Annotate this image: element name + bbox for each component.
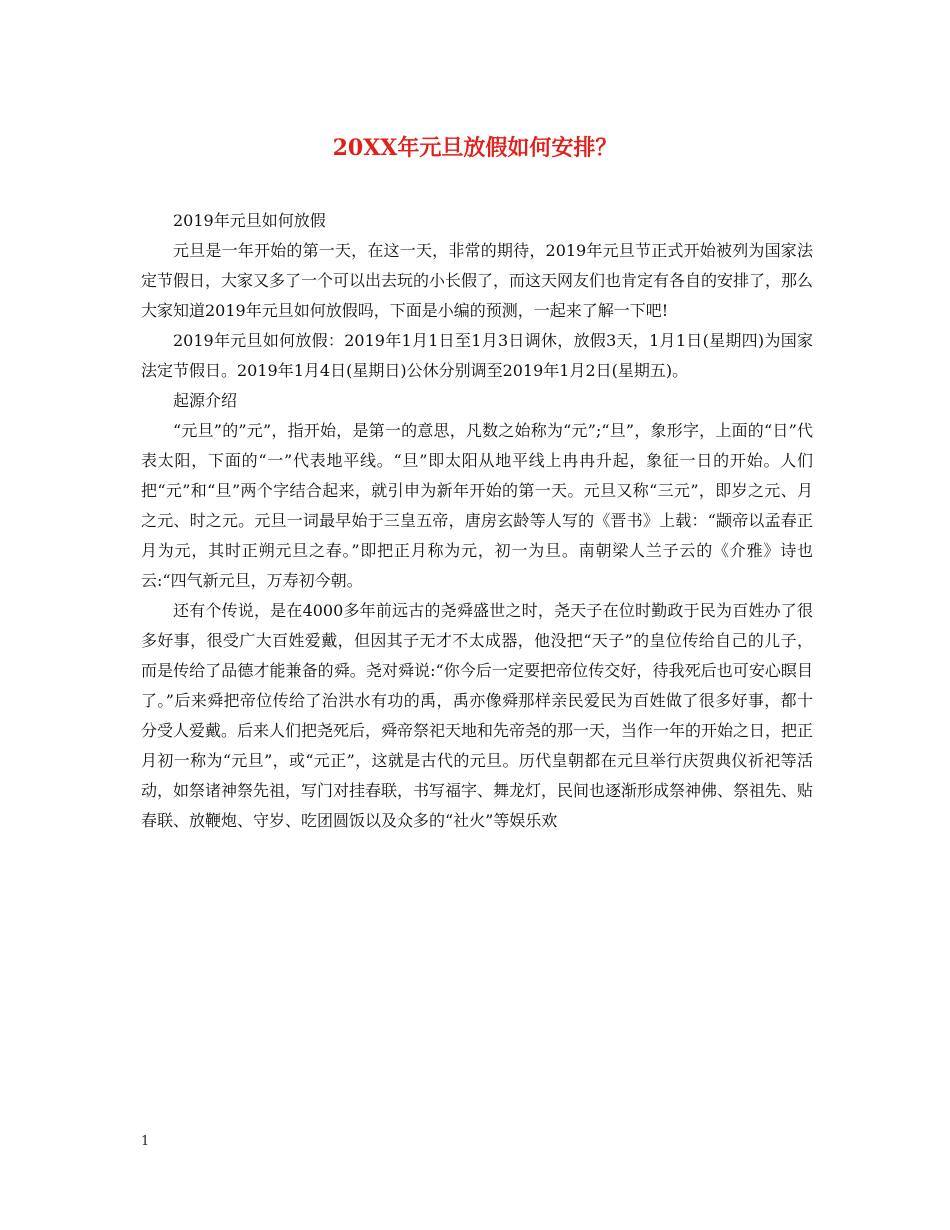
body-paragraph: 起源介绍 xyxy=(173,391,238,410)
body-paragraph: 元旦是一年开始的第一天，在这一天，非常的期待，2019年元旦节正式开始被列为国家法定节假日，大家又多了一个可以出去玩的小长假了，而这天网友们也肯定有各自的安排了，那么大家知道2019年元旦如何放假吗，下面是小编的预测，一起来了解一下吧! xyxy=(141,241,814,320)
body-paragraph: “元旦”的”元”，指开始，是第一的意思，凡数之始称为“元”;“旦”，象形字，上面的“日”代表太阳，下面的“一”代表地平线。“旦”即太阳从地平线上冉冉升起，象征一日的开始。人们把“元”和“旦”两个字结合起来，就引申为新年开始的第一天。元旦又称“三元”，即岁之元、月之元、时之元。元旦一词最早始于三皇五帝，唐房玄龄等人写的《晋书》上载：“颛帝以孟春正月为元，其时正朔元旦之春。”即把正月称为元，初一为旦。南朝梁人兰子云的《介雅》诗也云:“四气新元旦，万寿初今朝。 xyxy=(141,421,813,590)
document-title: 20XX年元旦放假如何安排？ xyxy=(332,135,618,161)
body-paragraph: 2019年元旦如何放假：2019年1月1日至1月3日调休，放假3天，1月1日(星期四)为国家法定节假日。2019年1月4日(星期日)公休分别调至2019年1月2日(星期五)。 xyxy=(141,331,813,380)
body-paragraph: 2019年元旦如何放假 xyxy=(173,211,326,230)
page-number: 1 xyxy=(141,1134,150,1149)
document-body xyxy=(141,206,813,836)
body-paragraph: 还有个传说，是在4000多年前远古的尧舜盛世之时，尧天子在位时勤政于民为百姓办了很多好事，很受广大百姓爱戴，但因其子无才不太成器，他没把“天子”的皇位传给自己的儿子，而是传给了品德才能兼备的舜。尧对舜说:“你今后一定要把帝位传交好，待我死后也可安心瞑目了。”后来舜把帝位传给了治洪水有功的禹，禹亦像舜那样亲民爱民为百姓做了很多好事，都十分受人爱戴。后来人们把尧死后，舜帝祭祀天地和先帝尧的那一天，当作一年的开始之日，把正月初一称为“元旦”，或“元正”，这就是古代的元旦。历代皇朝都在元旦举行庆贺典仪祈祀等活动，如祭诸神祭先祖，写门对挂春联，书写福字、舞龙灯，民间也逐渐形成祭神佛、祭祖先、贴春联、放鞭炮、守岁、吃团圆饭以及众多的“社火”等娱乐欢 xyxy=(141,601,814,830)
